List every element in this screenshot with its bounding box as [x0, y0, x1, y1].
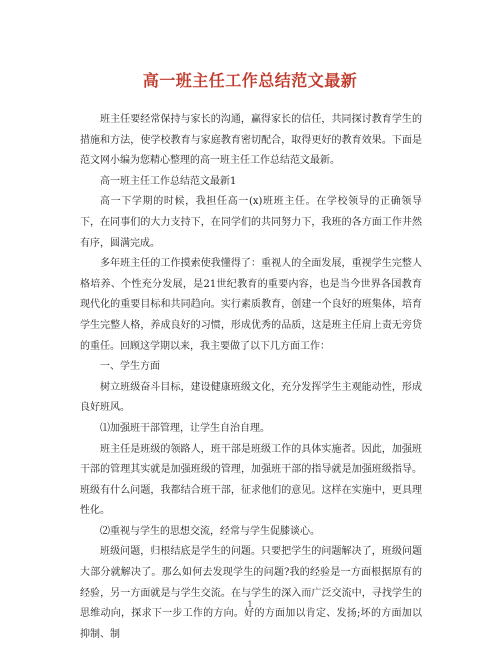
subsection-heading: ⑵重视与学生的思想交流，经常与学生促膝谈心。 [100, 525, 320, 537]
section-heading: 一、学生方面 [100, 361, 160, 373]
document-body [80, 110, 422, 645]
body-paragraph: 高一下学期的时候，我担任高一(x)班班主任。在学校领导的正确领导下，在同事们的大力支持下，在同学们的共同努力下，我班的各方面工作井然有序，圆满完成。 [80, 196, 422, 249]
body-paragraph: 多年班主任的工作摸索使我懂得了：重视人的全面发展，重视学生完整人格培养、个性充分发展，是21世纪教育的重要内容，也是当今世界各国教育现代化的重要目标和共同趋向。实行素质教育，创建一个良好的班集体，培育学生完整人格，养成良好的习惯，形成优秀的品质，这是班主任肩上责无旁贷的重任。回顾这学期以来，我主要做了以下几方面工作： [80, 258, 422, 352]
body-paragraph: 班主任是班级的领路人，班干部是班级工作的具体实施者。因此，加强班干部的管理其实就是加强班级的管理，加强班干部的指导就是加强班级指导。班级有什么问题，我都结合班干部，征求他们的意见。这样在实施中，更具理性化。 [80, 443, 422, 517]
page-number: 1 [247, 600, 253, 609]
subsection-heading: ⑴加强班干部管理，让学生自治自理。 [100, 422, 270, 434]
body-paragraph: 班级问题，归根结底是学生的问题。只要把学生的问题解决了，班级问题大部分就解决了。那么如何去发现学生的问题?我的经验是一方面根据原有的经验，另一方面就是与学生交流。在与学生的深入而广泛交流中，寻找学生的思维动向，探求下一步工作的方向。好的方面加以肯定、发扬;坏的方面加以抑制、制 [80, 546, 422, 640]
body-paragraph: 树立班级奋斗目标，建设健康班级文化，充分发挥学生主观能动性，形成良好班风。 [80, 381, 422, 414]
section-heading: 高一班主任工作总结范文最新1 [100, 175, 237, 187]
document-title: 高一班主任工作总结范文最新 [142, 71, 358, 90]
intro-paragraph: 班主任要经常保持与家长的沟通，赢得家长的信任，共同探讨教育学生的措施和方法，使学校教育与家庭教育密切配合，取得更好的教育效果。下面是范文网小编为您精心整理的高一班主任工作总结范文最新。 [80, 114, 422, 167]
